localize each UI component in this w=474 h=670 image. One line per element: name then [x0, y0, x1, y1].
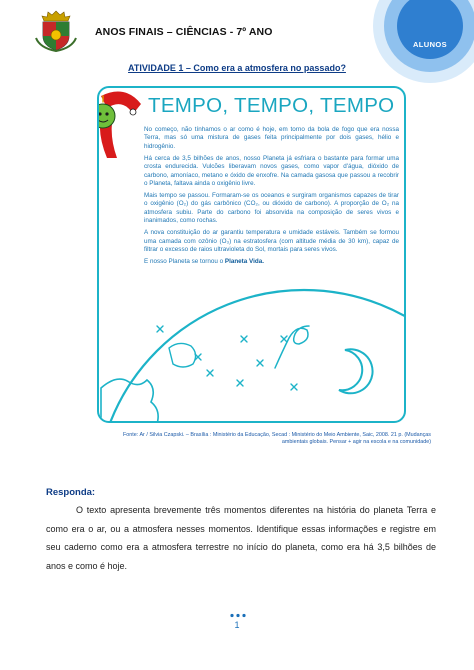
illustration-title: TEMPO, TEMPO, TEMPO — [148, 94, 395, 117]
illustration-text — [144, 126, 399, 270]
respond-label: Responda: — [46, 487, 96, 498]
tempo-illustration-frame — [97, 86, 406, 423]
star-icon — [157, 326, 297, 390]
respond-text: O texto apresenta brevemente três momentos diferentes na história do planeta Terra e como era o ar, ou a atmosfera nesses momentos. Identifique essas informações e registre em seu caderno como era a atmosfera terrestre no início do planeta, como era há 3,5 bilhões de anos e como é hoje. — [46, 505, 436, 571]
paragraph-3-5-billion: Há cerca de 3,5 bilhões de anos, nosso Planeta já esfriara o bastante para formar uma crosta endurecida. Vulcões liberavam novos gases, como vapor d'água, dióxido de carbono, amoníaco, metano e óxido de enxofre. Na camada gasosa que passou a recobrir o Planeta, faltava ainda o oxigênio livre. — [144, 154, 399, 188]
page-number: 1 — [234, 620, 240, 630]
alunos-badge-label: ALUNOS — [412, 40, 448, 49]
crest-icon — [34, 8, 78, 52]
paragraph-ozone: A nova constituição do ar garantiu temperatura e umidade estáveis. Também se formou uma camada com ozônio (O₃) na estratosfera (com altitude média de 30 km), capaz de filtrar o excesso de raios ultravioleta do Sol, mortais para seres vivos. — [144, 229, 399, 254]
header-title: ANOS FINAIS – CIÊNCIAS - 7º ANO — [95, 26, 273, 38]
earth-icon — [99, 290, 406, 423]
final-prefix: E nosso Planeta se tornou o — [144, 258, 225, 266]
source-line-1: Fonte: Ar / Silvia Czapski. – Brasília : Ministério da Educação, Secad : Ministério do Meio Ambiente, Saic, 2008. 21 p. (Mudanças — [122, 432, 431, 438]
page-dots-icon — [229, 613, 247, 618]
moon-icon — [339, 349, 373, 393]
paragraph-planet-life — [144, 258, 399, 266]
source-citation — [64, 432, 431, 446]
paragraph-oceans-oxygen: Mais tempo se passou. Formaram-se os oceanos e surgiram organismos capazes de tirar o oxigênio (O₂) do gás carbônico (CO₂, ou dióxido de carbono). A proporção de O₂ na atmosfera subiu. Parte do carbono foi absorvida na composição de seres vivos e inanimados, como rochas. — [144, 192, 399, 225]
source-line-2: ambientais globais. Pensar + agir na escola e na comunidade) — [281, 439, 431, 446]
paragraph-origin: No começo, não tínhamos o ar como é hoje, em torno da bola de fogo que era nossa Terra, mas só uma mistura de gases feita principalmente por dois gases, hélio e hidrogênio. — [144, 126, 399, 150]
swirl-icon — [275, 326, 309, 368]
activity-title: ATIVIDADE 1 – Como era a atmosfera no passado? — [128, 63, 346, 73]
planeta-vida-highlight: Planeta Vida. — [224, 258, 264, 266]
